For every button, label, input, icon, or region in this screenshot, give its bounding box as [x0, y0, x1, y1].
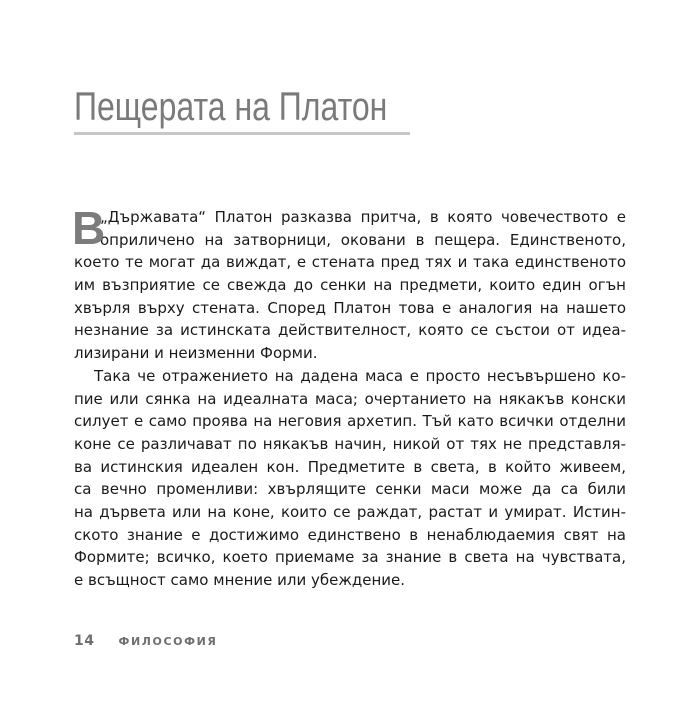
- paragraph-1-line: незнание за истинската действителност, която се състои от идеа-: [74, 321, 626, 340]
- paragraph-1-line: им възприятие се свежда до сенки на предмети, които един огън: [74, 276, 626, 295]
- paragraph-2-line: силует е само проява на неговия архетип. Тъй като всички отделни: [74, 412, 626, 431]
- paragraph-1-line: „Държавата“ Платон разказва притча, в която човечеството е: [100, 208, 626, 226]
- paragraph-2-line: ва истинския идеален кон. Предметите в света, в който живеем,: [74, 457, 626, 476]
- paragraph-2-line: Така че отражението на дадена маса е просто несъвършено ко-: [94, 366, 626, 385]
- page-footer: [74, 633, 218, 653]
- paragraph-2-line: на дървета или на коне, които се раждат, растат и умират. Истин-: [74, 502, 626, 521]
- paragraph-1-line: хвърля върху стената. Според Платон това е аналогия на нашето: [74, 298, 626, 317]
- paragraph-2-line: са вечно променливи: хвърлящите сенки маси може да са били: [74, 480, 626, 499]
- paragraph-2-line: е всъщност само мнение или убеждение.: [74, 571, 406, 589]
- paragraph-1-line: оприличено на затворници, оковани в пещера. Единственото,: [100, 230, 626, 249]
- paragraph-1-line: което те могат да виждат, е стената пред тях и така единственото: [74, 253, 626, 272]
- drop-cap: В: [72, 202, 106, 254]
- section-name: ФИЛОСОФИЯ: [118, 635, 218, 648]
- page-title: Пещерата на Платон: [74, 85, 388, 129]
- paragraph-1-line: лизирани и неизменни Форми.: [74, 344, 318, 363]
- paragraph-2-line: коне се различават по някакъв начин, никой от тях не представля-: [74, 434, 626, 453]
- title-underline: [74, 132, 410, 135]
- paragraph-2-line: ското знание е достижимо единствено в ненаблюдаемия свят на: [74, 525, 626, 544]
- page-number: 14: [74, 633, 95, 649]
- paragraph-2-line: Формите; всичко, което приемаме за знание в света на чувствата,: [74, 548, 626, 567]
- paragraph-2-line: пие или сянка на идеалната маса; очертанието на някакъв конски: [74, 389, 626, 408]
- body-text: [72, 202, 626, 592]
